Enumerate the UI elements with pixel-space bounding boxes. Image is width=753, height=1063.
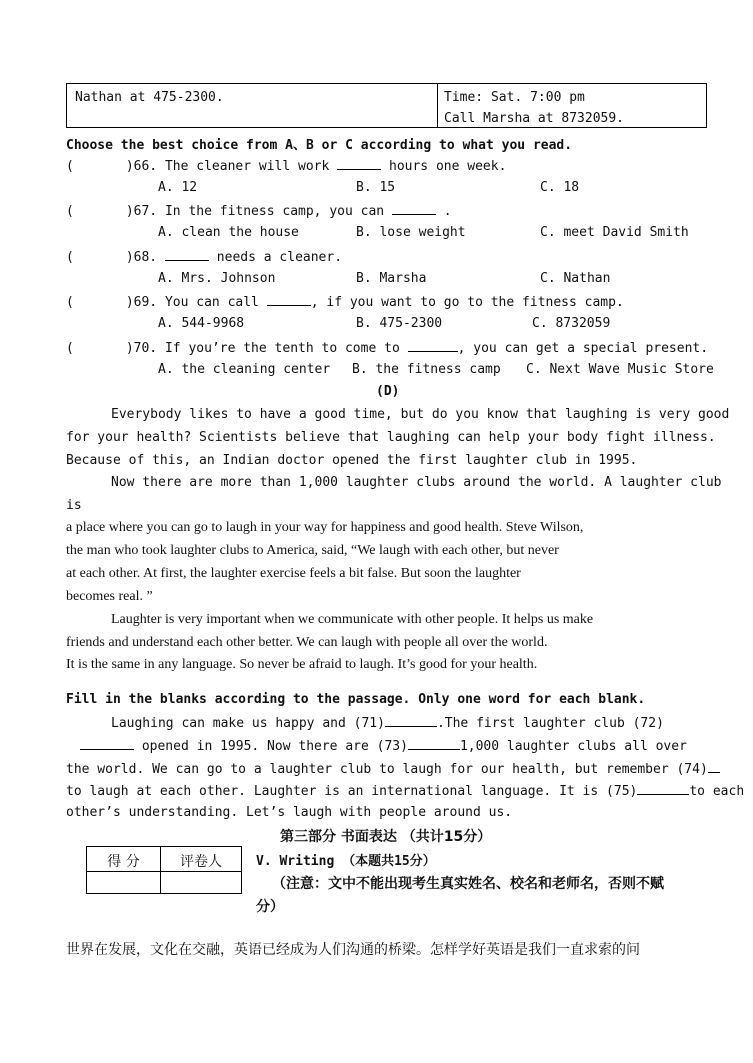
question-stem-end: hours one week.	[389, 159, 507, 174]
section-c-instruction: Choose the best choice from A、B or C according to what you read.	[66, 138, 573, 153]
passage-line: for your health? Scientists believe that laughing can help your body fight illness.	[66, 430, 716, 445]
passage-line: Laughter is very important when we communicate with other people. It helps us make	[111, 612, 594, 627]
answer-paren: (	[66, 204, 74, 219]
option-c: C. 8732059	[532, 316, 611, 331]
score-table	[86, 846, 242, 894]
question-number: )67.	[125, 204, 158, 219]
answer-paren: (	[66, 159, 74, 174]
question-67	[66, 202, 452, 219]
writing-prompt: 世界在发展，文化在交融，英语已经成为人们沟通的桥梁。怎样学好英语是我们一直求索的问	[66, 942, 640, 958]
blank-73	[408, 737, 460, 750]
fill-text: .The first laughter club (72)	[436, 716, 664, 731]
question-stem-end: , if you want to go to the fitness camp.	[310, 295, 624, 310]
table-cell-call: Call Marsha at 8732059.	[444, 111, 625, 126]
passage-line: Now there are more than 1,000 laughter clubs around the world. A laughter club	[111, 475, 722, 490]
passage-line: at each other. At first, the laughter exercise feels a bit false. But soon the laughter	[66, 566, 521, 581]
fill-line-4	[66, 782, 744, 799]
question-68	[66, 248, 342, 265]
question-number: )68.	[125, 250, 158, 265]
option-a: A. 544-9968	[158, 316, 245, 331]
passage-title: (D)	[376, 384, 400, 399]
blank-72	[80, 737, 134, 750]
option-c: C. Next Wave Music Store	[526, 362, 714, 377]
passage-line: Everybody likes to have a good time, but do you know that laughing is very good	[111, 407, 730, 422]
fill-text: opened in 1995. Now there are (73)	[141, 739, 408, 754]
writing-note-line2: 分）	[256, 899, 284, 915]
option-c: C. Nathan	[540, 271, 611, 286]
answer-blank	[408, 339, 458, 352]
part3-heading: 第三部分 书面表达 （共计15分）	[280, 829, 492, 845]
writing-title: V. Writing （本题共15分）	[256, 854, 436, 869]
grader-label: 评卷人	[180, 854, 222, 870]
option-a: A. clean the house	[158, 225, 299, 240]
answer-blank	[267, 293, 311, 306]
blank-74	[708, 760, 720, 773]
table-divider	[437, 84, 438, 127]
passage-line: the man who took laughter clubs to America, said, “We laugh with each other, but never	[66, 543, 559, 558]
fill-line-5: other’s understanding. Let’s laugh with people around us.	[66, 805, 513, 820]
option-a: A. 12	[158, 180, 198, 195]
option-b: B. Marsha	[356, 271, 427, 286]
blank-75	[637, 782, 689, 795]
question-69	[66, 293, 624, 310]
question-stem-end: .	[443, 204, 452, 219]
answer-blank	[165, 248, 209, 261]
table-cell-time: Time: Sat. 7:00 pm	[444, 90, 585, 105]
option-b: B. the fitness camp	[352, 362, 501, 377]
passage-line: It is the same in any language. So never be afraid to laugh. It’s good for your health.	[66, 657, 538, 672]
question-stem: You can call	[164, 295, 259, 310]
question-stem-end: needs a cleaner.	[216, 250, 343, 265]
passage-line: becomes real. ”	[66, 589, 153, 604]
question-number: )69.	[125, 295, 158, 310]
writing-note-line1: （注意：文中不能出现考生真实姓名、校名和老师名，否则不赋	[272, 876, 664, 892]
fill-text: 1,000 laughter clubs all over	[459, 739, 687, 754]
question-number: )66.	[125, 159, 158, 174]
passage-line: friends and understand each other better. We can laugh with people all over the world.	[66, 635, 548, 650]
option-b: B. 15	[356, 180, 396, 195]
answer-blank	[337, 157, 381, 170]
blank-71	[385, 714, 437, 727]
option-b: B. lose weight	[356, 225, 466, 240]
question-66	[66, 157, 506, 174]
option-a: A. the cleaning center	[158, 362, 331, 377]
answer-paren: (	[66, 295, 74, 310]
fill-text: to laugh at each other. Laughter is an international language. It is (75)	[66, 784, 638, 799]
passage-line: a place where you can go to laugh in your way for happiness and good health. Steve Wilson,	[66, 520, 584, 535]
passage-line: Because of this, an Indian doctor opened the first laughter club in 1995.	[66, 453, 638, 468]
question-stem: In the fitness camp, you can	[164, 204, 385, 219]
score-label: 得 分	[107, 854, 140, 870]
question-70	[66, 339, 708, 356]
answer-paren: (	[66, 341, 74, 356]
table-cell-contact: Nathan at 475-2300.	[75, 90, 224, 105]
option-b: B. 475-2300	[356, 316, 443, 331]
fill-line-3	[66, 760, 720, 777]
score-table-row-divider	[87, 871, 241, 872]
question-number: )70.	[125, 341, 158, 356]
option-c: C. meet David Smith	[540, 225, 689, 240]
fill-line-2	[80, 737, 687, 754]
question-stem: If you’re the tenth to come to	[164, 341, 400, 356]
answer-paren: (	[66, 250, 74, 265]
fill-blanks-instruction: Fill in the blanks according to the passage. Only one word for each blank.	[66, 692, 646, 707]
info-table	[66, 83, 707, 128]
fill-text: to each	[689, 784, 745, 799]
fill-line-1	[111, 714, 664, 731]
fill-text: the world. We can go to a laughter club to laugh for our health, but remember (74)	[66, 762, 708, 777]
option-a: A. Mrs. Johnson	[158, 271, 276, 286]
passage-line: is	[66, 498, 82, 513]
fill-text: Laughing can make us happy and (71)	[111, 716, 385, 731]
option-c: C. 18	[540, 180, 580, 195]
question-stem-end: , you can get a special present.	[457, 341, 709, 356]
answer-blank	[392, 202, 436, 215]
question-stem: The cleaner will work	[164, 159, 330, 174]
